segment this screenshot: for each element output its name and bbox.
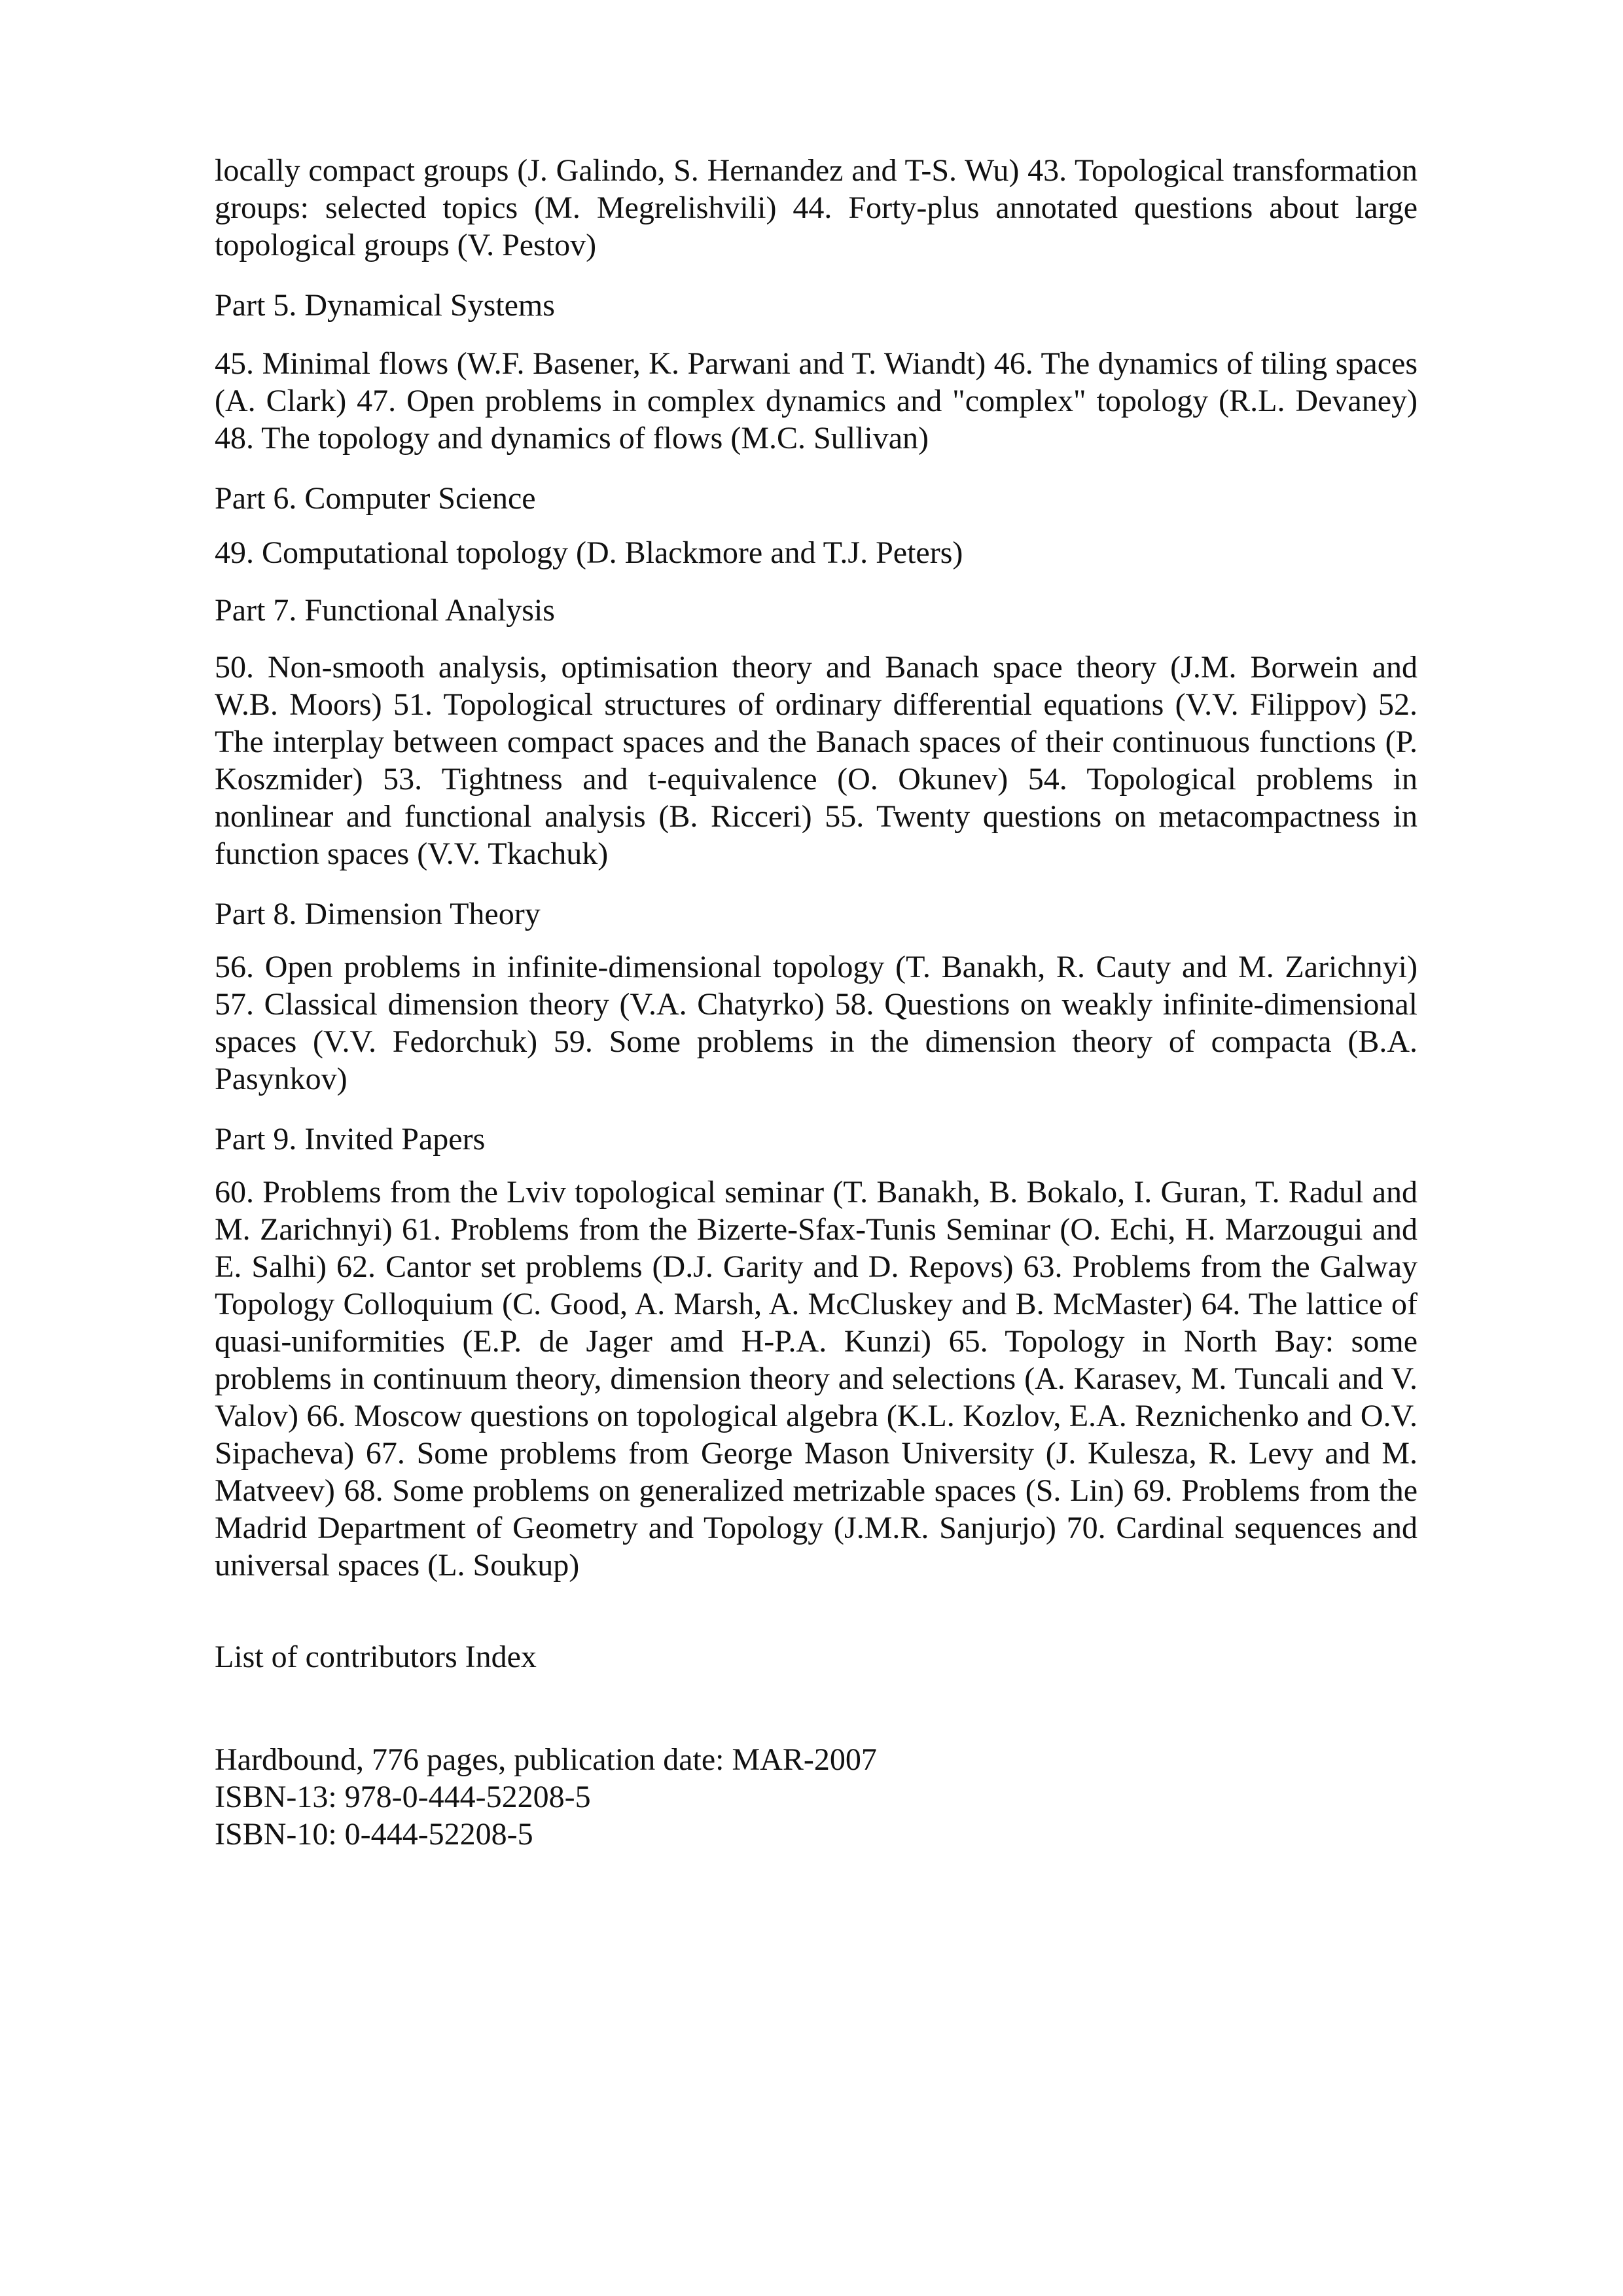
- section-content-functional-analysis: 50. Non-smooth analysis, optimisation theory and Banach space theory (J.M. Borwein and W.B. Moors) 51. Topological structures of ordinary differential equations (V.V. Filippov) 52. The interplay between compact spaces and the Banach spaces of their continuous functions (P. Koszmider) 53. Tightness and t-equivalence (O. Okunev) 54. Topological problems in nonlinear and functional analysis (B. Ricceri) 55. Twenty questions on metacompactness in function spaces (V.V. Tkachuk): [215, 650, 1418, 871]
- section-heading-dynamical-systems: Part 5. Dynamical Systems: [215, 288, 555, 323]
- section-heading-functional-analysis: Part 7. Functional Analysis: [215, 593, 555, 628]
- binding-info: Hardbound, 776 pages, publication date: MAR-2007: [215, 1742, 877, 1777]
- section-content-computer-science: 49. Computational topology (D. Blackmore and T.J. Peters): [215, 535, 963, 570]
- section-heading-dimension-theory: Part 8. Dimension Theory: [215, 897, 541, 931]
- end-matter-line: List of contributors Index: [215, 1640, 537, 1674]
- section-content-invited-papers: 60. Problems from the Lviv topological seminar (T. Banakh, B. Bokalo, I. Guran, T. Radul and M. Zarichnyi) 61. Problems from the Bizerte-Sfax-Tunis Seminar (O. Echi, H. Marzougui and E. Salhi) 62. Cantor set problems (D.J. Garity and D. Repovs) 63. Problems from the Galway Topology Colloquium (C. Good, A. Marsh, A. McCluskey and B. McMaster) 64. The lattice of quasi-uniformities (E.P. de Jager amd H-P.A. Kunzi) 65. Topology in North Bay: some problems in continuum theory, dimension theory and selections (A. Karasev, M. Tuncali and V. Valov) 66. Moscow questions on topological algebra (K.L. Kozlov, E.A. Reznichenko and O.V. Sipacheva) 67. Some problems from George Mason University (J. Kulesza, R. Levy and M. Matveev) 68. Some problems on generalized metrizable spaces (S. Lin) 69. Problems from the Madrid Department of Geometry and Topology (J.M.R. Sanjurjo) 70. Cardinal sequences and universal spaces (L. Soukup): [215, 1175, 1418, 1583]
- section-content-dimension-theory: 56. Open problems in infinite-dimensional topology (T. Banakh, R. Cauty and M. Zarichnyi) 57. Classical dimension theory (V.A. Chatyrko) 58. Questions on weakly infinite-dimensional spaces (V.V. Fedorchuk) 59. Some problems in the dimension theory of compacta (B.A. Pasynkov): [215, 950, 1418, 1096]
- section-heading-computer-science: Part 6. Computer Science: [215, 481, 536, 516]
- isbn-13: ISBN-13: 978-0-444-52208-5: [215, 1780, 591, 1814]
- section-heading-invited-papers: Part 9. Invited Papers: [215, 1122, 486, 1157]
- bibliographic-info: [215, 1741, 1418, 1853]
- document-page: [215, 152, 1418, 1853]
- section-content-dynamical-systems: 45. Minimal flows (W.F. Basener, K. Parwani and T. Wiandt) 46. The dynamics of tiling spaces (A. Clark) 47. Open problems in complex dynamics and "complex" topology (R.L. Devaney) 48. The topology and dynamics of flows (M.C. Sullivan): [215, 346, 1418, 456]
- isbn-10: ISBN-10: 0-444-52208-5: [215, 1817, 533, 1852]
- part4-continuation-paragraph: locally compact groups (J. Galindo, S. Hernandez and T-S. Wu) 43. Topological transformation groups: selected topics (M. Megrelishvili) 44. Forty-plus annotated questions about large topological groups (V. Pestov): [215, 153, 1418, 262]
